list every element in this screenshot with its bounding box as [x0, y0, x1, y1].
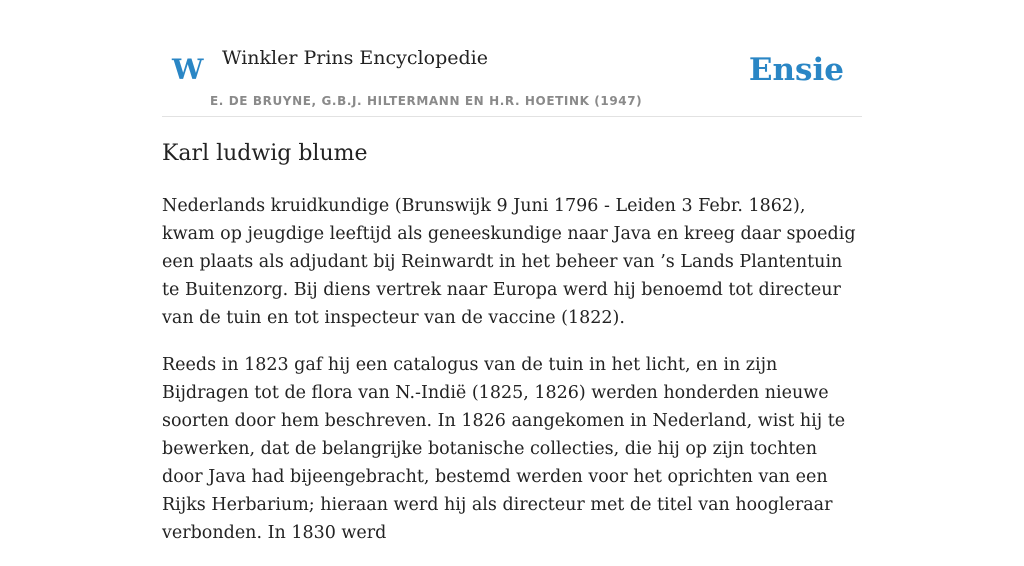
- ensie-logo[interactable]: Ensie: [748, 52, 844, 88]
- source-authors: E. DE BRUYNE, G.B.J. HILTERMANN EN H.R. HOETINK (1947): [210, 94, 643, 108]
- article-body: [162, 192, 862, 566]
- article-paragraph: Nederlands kruidkundige (Brunswijk 9 Juni 1796 - Leiden 3 Febr. 1862), kwam op jeugdige leeftijd als geneeskundige naar Java en kreeg daar spoedig een plaats als adjudant bij Reinwardt in het beheer van ’s Lands Plantentuin te Buitenzorg. Bij diens vertrek naar Europa werd hij benoemd tot directeur van de tuin en tot inspecteur van de vaccine (1822).: [162, 196, 856, 328]
- source-header: [162, 0, 862, 117]
- winkler-prins-logo[interactable]: W: [172, 53, 204, 86]
- page-title: Karl ludwig blume: [162, 141, 368, 166]
- source-title: Winkler Prins Encyclopedie: [222, 47, 488, 69]
- page-container: [162, 0, 862, 543]
- article-paragraph: Reeds in 1823 gaf hij een catalogus van de tuin in het licht, en in zijn Bijdragen tot de flora van N.-Indië (1825, 1826) werden honderden nieuwe soorten door hem beschreven. In 1826 aangekomen in Nederland, wist hij te bewerken, dat de belangrijke botanische collecties, die hij op zijn tochten door Java had bijeengebracht, bestemd werden voor het oprichten van een Rijks Herbarium; hieraan werd hij als directeur met de titel van hoogleraar verbonden. In 1830 werd: [162, 355, 846, 543]
